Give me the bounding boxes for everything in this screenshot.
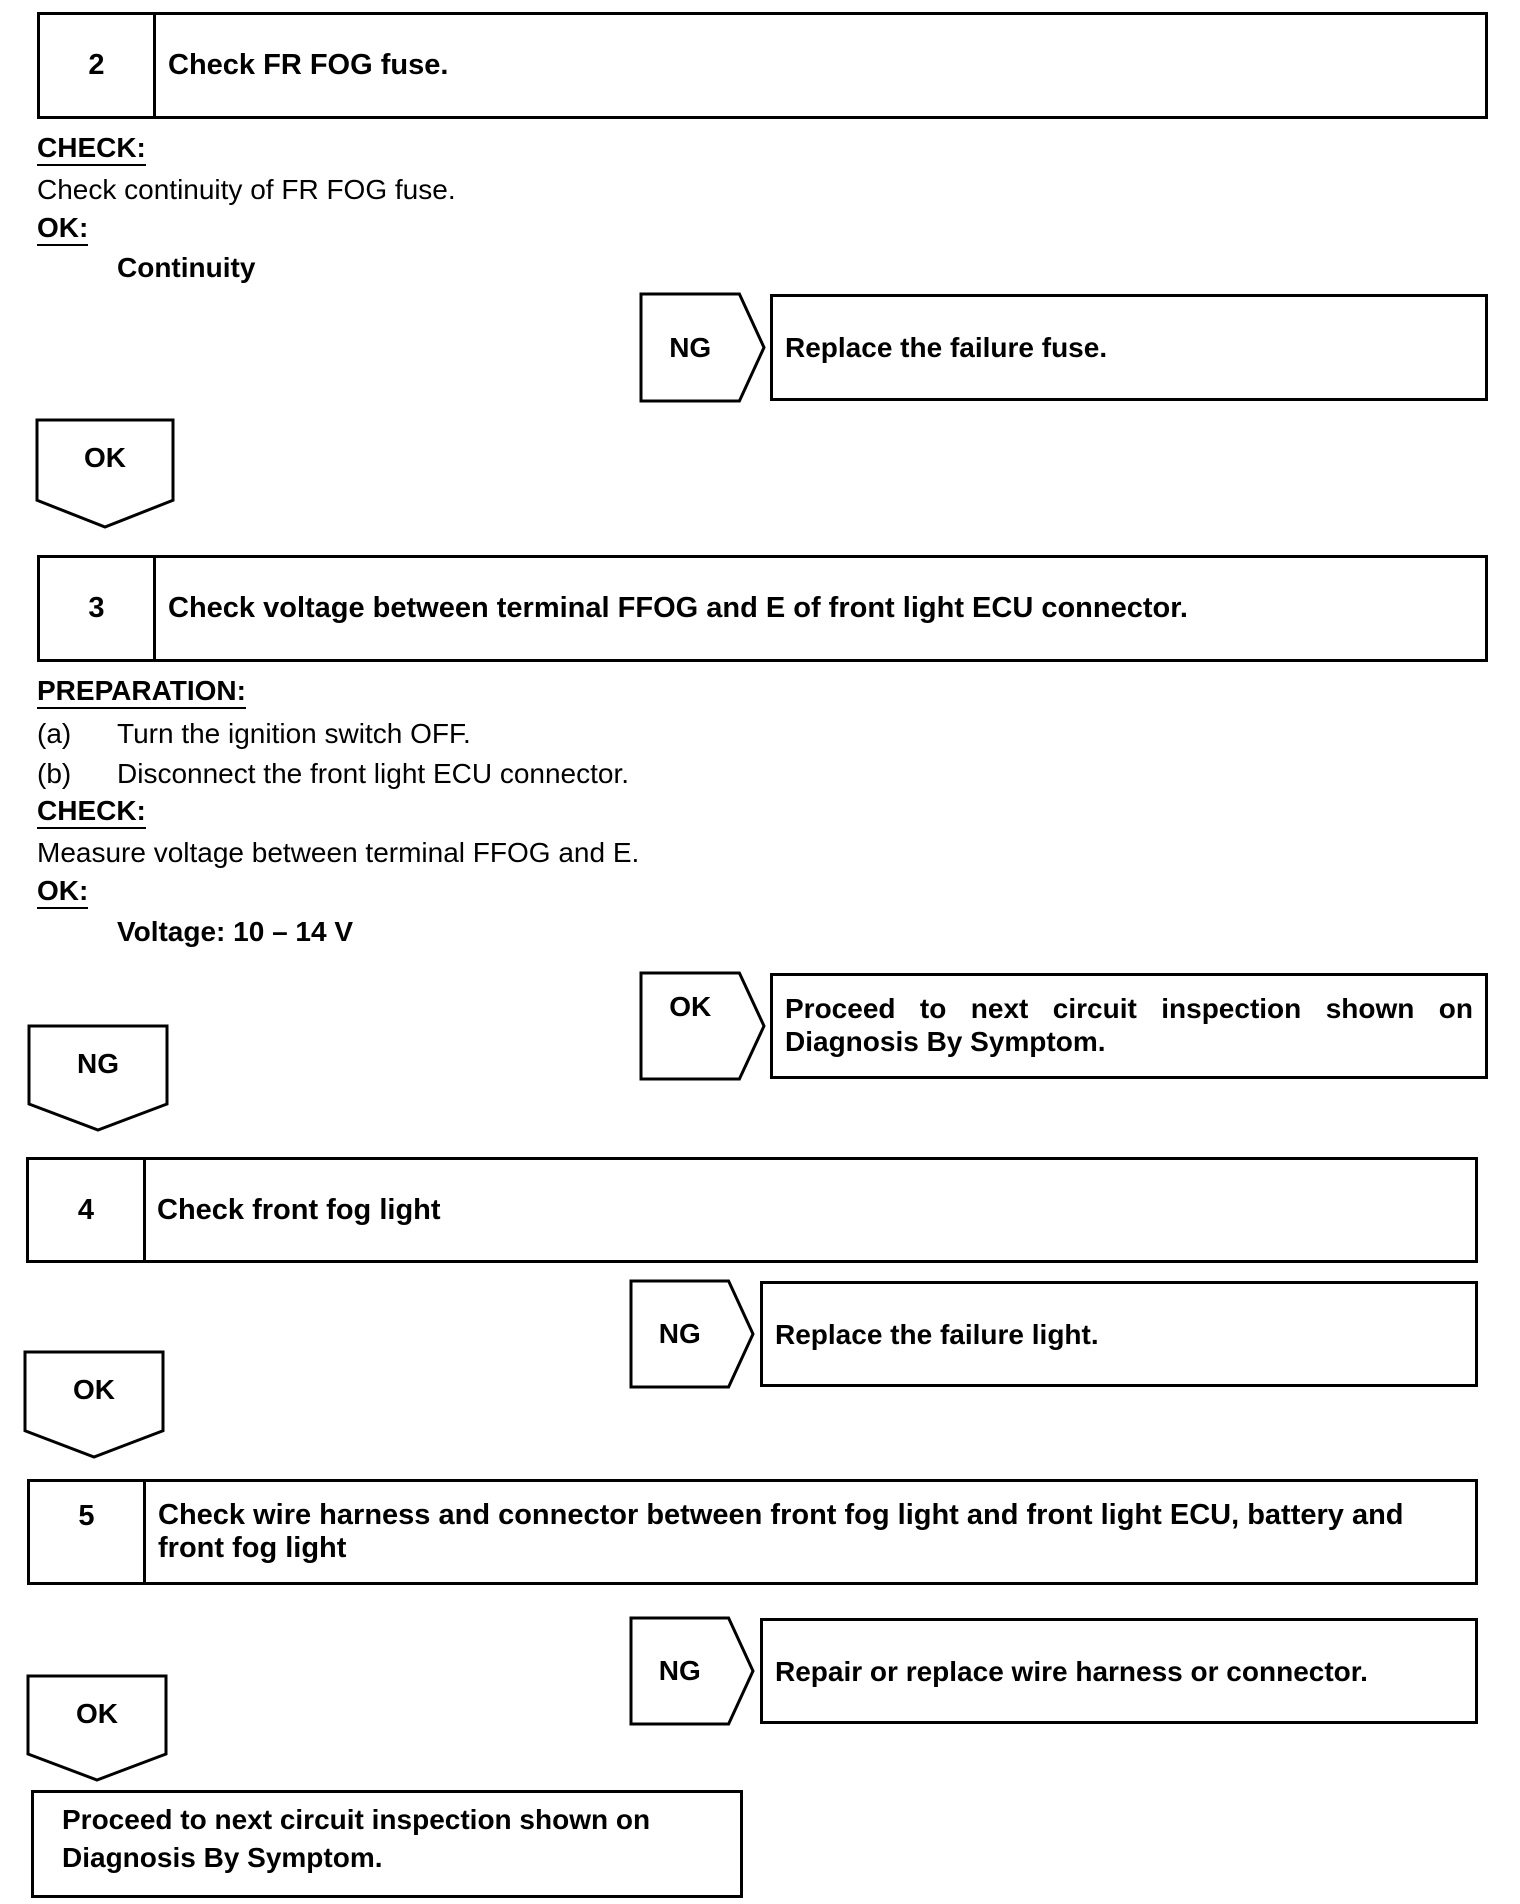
check-label: CHECK: — [37, 795, 146, 829]
ok-result-box: Proceed to next circuit inspection shown on Diagnosis By Symptom. — [770, 973, 1488, 1079]
ok-arrow — [641, 973, 764, 1079]
ok-label: OK: — [37, 875, 88, 909]
step-number: 4 — [29, 1160, 146, 1260]
ok-arrow — [37, 420, 173, 527]
preparation-label: PREPARATION: — [37, 675, 246, 709]
prep-marker: (b) — [37, 758, 72, 789]
ng-arrow — [29, 1026, 167, 1130]
prep-text: Disconnect the front light ECU connector. — [117, 758, 630, 789]
step-5-header — [27, 1479, 1478, 1585]
ng-result-box: Repair or replace wire harness or connector. — [760, 1618, 1478, 1724]
ng-label: NG — [77, 1048, 119, 1079]
step-2-header — [37, 12, 1488, 119]
ng-arrow — [631, 1281, 753, 1387]
ng-arrow — [641, 294, 764, 401]
ng-label: NG — [669, 331, 712, 363]
ng-result-box: Replace the failure light. — [760, 1281, 1478, 1387]
ok-label: OK: — [37, 212, 88, 246]
ng-label: NG — [658, 1318, 701, 1349]
prep-text: Turn the ignition switch OFF. — [117, 718, 471, 749]
prep-marker: (a) — [37, 718, 72, 749]
check-text: Check continuity of FR FOG fuse. — [37, 174, 456, 205]
step-title: Check wire harness and connector between front fog light and front light ECU, battery and front fog light — [158, 1499, 1404, 1564]
ok-value: Voltage: 10 – 14 V — [117, 916, 354, 947]
check-text: Measure voltage between terminal FFOG and E. — [37, 837, 640, 868]
step-title: Check front fog light — [157, 1193, 441, 1226]
step-4-header — [26, 1157, 1478, 1263]
ng-result-box: Replace the failure fuse. — [770, 294, 1488, 401]
ok-label: OK — [84, 442, 126, 473]
ng-label: NG — [658, 1655, 701, 1686]
step-title: Check voltage between terminal FFOG and E of front light ECU connector. — [168, 592, 1188, 624]
final-result-box — [31, 1790, 743, 1898]
final-line-1: Proceed to next circuit inspection shown on — [62, 1804, 651, 1835]
step-title: Check FR FOG fuse. — [168, 49, 449, 81]
step-number: 3 — [40, 558, 156, 659]
ng-arrow — [631, 1618, 753, 1724]
check-label: CHECK: — [37, 132, 146, 166]
ok-label: OK — [76, 1698, 118, 1729]
ok-arrow — [25, 1352, 163, 1457]
step-number: 5 — [30, 1482, 146, 1582]
step-number: 2 — [40, 15, 156, 116]
ok-arrow — [28, 1676, 166, 1780]
ok-label: OK — [73, 1374, 115, 1405]
ok-value: Continuity — [117, 252, 256, 283]
ok-label: OK — [669, 991, 712, 1022]
final-line-2: Diagnosis By Symptom. — [62, 1842, 383, 1873]
step-3-header — [37, 555, 1488, 662]
